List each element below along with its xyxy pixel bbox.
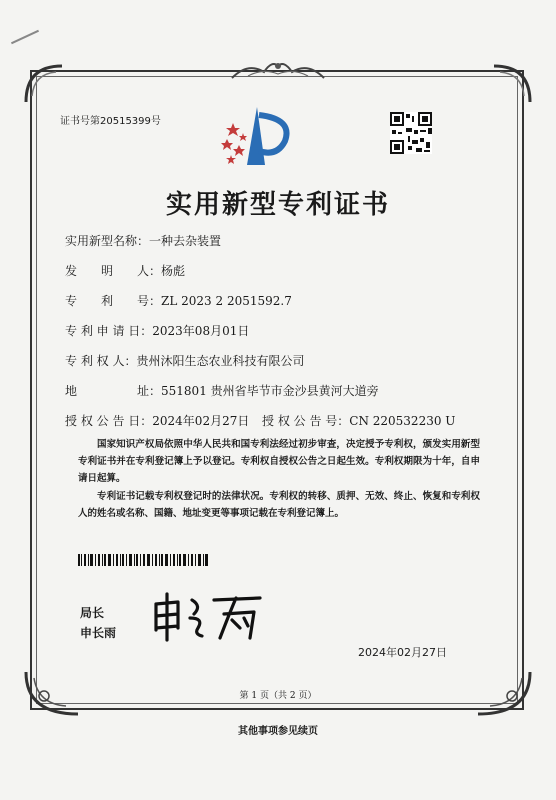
- field-label: 地 址：: [65, 384, 162, 398]
- corner-ornament-top-right: [490, 62, 534, 106]
- barcode-icon: [78, 554, 208, 566]
- field-value: 杨彪: [161, 264, 186, 278]
- corner-ornament-top-left: [22, 62, 66, 106]
- issue-date: 2024年02月27日: [358, 646, 447, 659]
- field-inventor: [65, 262, 185, 279]
- document-title: 实用新型专利证书: [165, 190, 390, 220]
- handwritten-signature: [150, 592, 270, 642]
- field-label: 专 利 申 请 日：: [65, 324, 153, 338]
- grant-statement-paragraph: 国家知识产权局依照中华人民共和国专利法经过初步审查，决定授予专利权，颁发实用新型专利证书并在专利登记簿上予以登记。专利权自授权公告之日起生效。专利权期限为十年，自申请日起算。: [78, 439, 480, 484]
- field-value: 551801 贵州省毕节市金沙县黄河大道旁: [161, 384, 379, 398]
- field-label: 授 权 公 告 日：: [65, 414, 153, 428]
- signatory-title: 局长: [80, 606, 105, 620]
- field-address: [65, 382, 379, 399]
- qr-code-icon: [390, 112, 432, 154]
- continuation-note: 其他事项参见续页: [238, 726, 318, 737]
- field-patent-number: [65, 292, 292, 309]
- field-value: ZL 2023 2 2051592.7: [161, 294, 292, 308]
- field-grant-announcement-date: [65, 412, 249, 429]
- field-value: 2024年02月27日: [152, 414, 250, 428]
- field-label: 授 权 公 告 号：: [262, 414, 350, 428]
- scan-mark: [11, 30, 39, 44]
- field-value: 2023年08月01日: [152, 324, 250, 338]
- field-label: 发 明 人：: [65, 264, 162, 278]
- field-value: CN 220532230 U: [349, 414, 456, 428]
- page-number: 第 1 页（共 2 页）: [239, 691, 317, 701]
- field-application-date: [65, 322, 249, 339]
- field-value: 贵州沐阳生态农业科技有限公司: [136, 354, 305, 368]
- certificate-number: 证书号第20515399号: [60, 116, 161, 127]
- field-patentee: [65, 352, 304, 369]
- legal-status-paragraph: 专利证书记载专利权登记时的法律状况。专利权的转移、质押、无效、终止、恢复和专利权人的姓名或名称、国籍、地址变更等事项记载在专利登记簿上。: [78, 491, 480, 519]
- field-grant-announcement-number: [262, 412, 455, 429]
- field-label: 专 利 权 人：: [65, 354, 137, 368]
- field-utility-model-name: [65, 232, 221, 249]
- field-value: 一种去杂装置: [149, 234, 222, 248]
- field-label: 实用新型名称：: [65, 234, 150, 248]
- patent-office-emblem-icon: [215, 105, 295, 169]
- signatory-name: 申长雨: [80, 626, 117, 640]
- field-label: 专 利 号：: [65, 294, 162, 308]
- top-ornament: [228, 58, 328, 82]
